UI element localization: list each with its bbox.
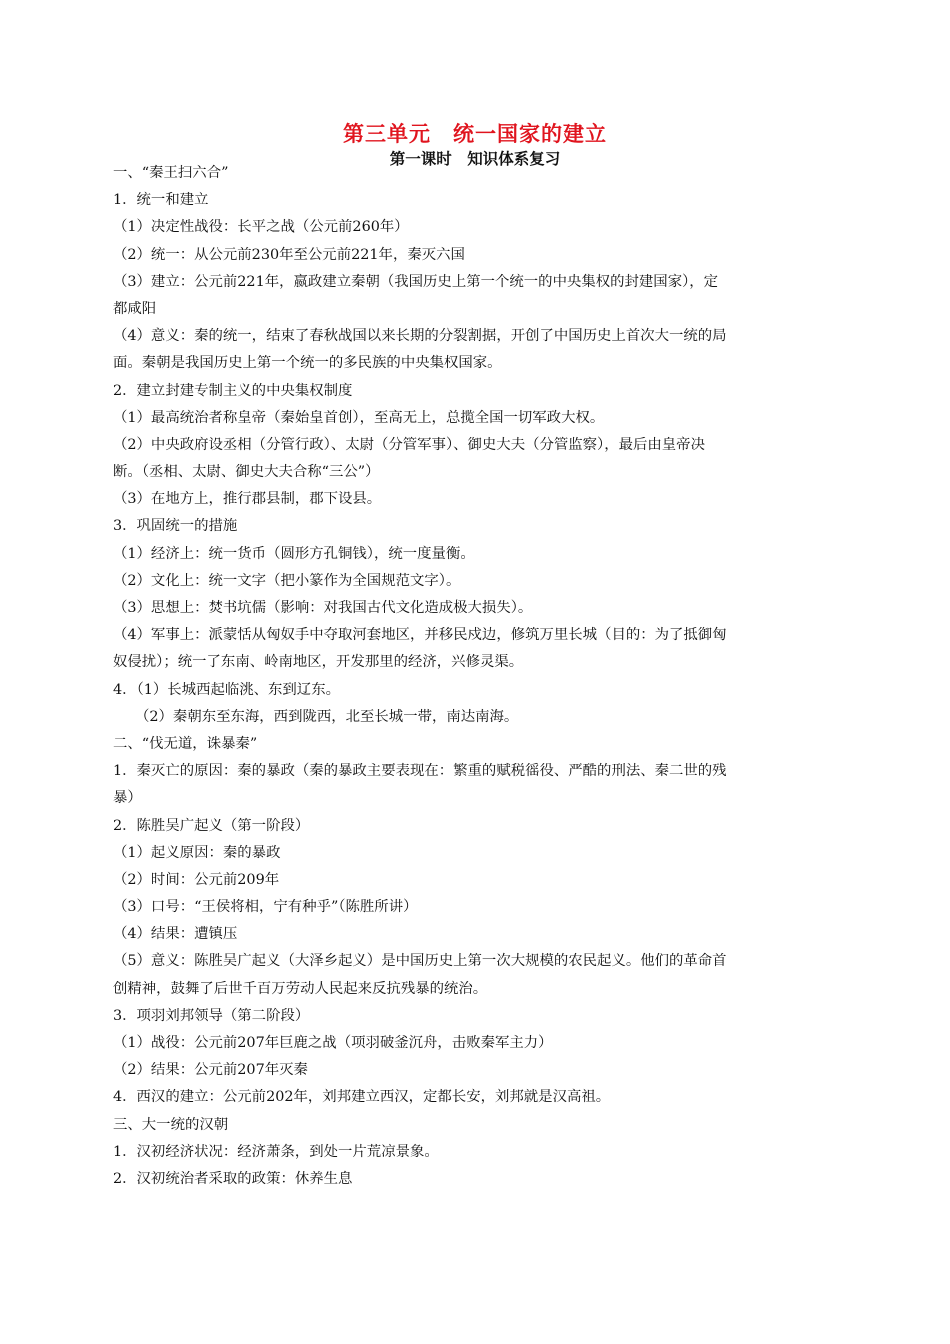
text-line: （4）结果：遭镇压 [113,926,238,943]
section-heading-3: 三、大一统的汉朝 [113,1116,229,1133]
text-line: 4．西汉的建立：公元前202年，刘邦建立西汉，定都长安，刘邦就是汉高祖。 [113,1089,611,1106]
text-line: （2）中央政府设丞相（分管行政）、太尉（分管军事）、御史大夫（分管监察），最后由皇帝决 [113,436,705,453]
text-line: （1）最高统治者称皇帝（秦始皇首创），至高无上，总揽全国一切军政大权。 [113,409,605,426]
text-line: （3）在地方上，推行郡县制，郡下设县。 [113,491,382,508]
text-line: （2）结果：公元前207年灭秦 [113,1062,308,1079]
text-line: （4）军事上：派蒙恬从匈奴手中夺取河套地区，并移民戍边，修筑万里长城（目的：为了抵御匈 [113,627,727,644]
text-line: （1）决定性战役：长平之战（公元前260年） [113,219,409,236]
text-line: （3）建立：公元前221年，嬴政建立秦朝（我国历史上第一个统一的中央集权的封建国家），定 [113,273,719,290]
section-heading-2: 二、“伐无道，诛暴秦” [113,735,258,752]
text-line: （3）思想上：焚书坑儒（影响：对我国古代文化造成极大损失）。 [113,600,533,616]
text-line: （2）文化上：统一文字（把小篆作为全国规范文字）。 [113,572,461,589]
text-line: 4．（1）长城西起临洮、东到辽东。 [113,681,340,698]
text-line: 2．陈胜吴广起义（第一阶段） [113,817,310,834]
text-line: （3）口号：“王侯将相，宁有种乎”（陈胜所讲） [113,899,418,916]
text-line: 都咸阳 [113,300,157,317]
text-line: 创精神，鼓舞了后世千百万劳动人民起来反抗残暴的统治。 [113,980,488,997]
document-body [113,160,843,1193]
text-line: 暴） [113,790,142,807]
text-line: 3．巩固统一的措施 [113,518,238,535]
text-line: 1．汉初经济状况：经济萧条，到处一片荒凉景象。 [113,1143,439,1160]
text-line: （5）意义：陈胜吴广起义（大泽乡起义）是中国历史上第一次大规模的农民起义。他们的革命首 [113,953,727,970]
text-line: 2．建立封建专制主义的中央集权制度 [113,382,353,399]
section-heading-1: 一、“秦王扫六合” [113,165,229,181]
text-line: （2）统一：从公元前230年至公元前221年，秦灭六国 [113,246,465,263]
text-line: 面。秦朝是我国历史上第一个统一的多民族的中央集权国家。 [113,355,502,372]
text-line: 1．统一和建立 [113,192,209,209]
text-line: （2）秦朝东至东海，西到陇西，北至长城一带，南达南海。 [135,708,519,725]
text-line: （4）意义：秦的统一，结束了春秋战国以来长期的分裂割据，开创了中国历史上首次大一统的局 [113,328,727,345]
text-line: （2）时间：公元前209年 [113,871,280,888]
text-line: （1）起义原因：秦的暴政 [113,844,281,861]
text-line: 2．汉初统治者采取的政策：休养生息 [113,1170,353,1187]
document-subtitle: 第一课时 知识体系复习 [389,149,561,168]
document-title: 第三单元 统一国家的建立 [343,121,607,146]
text-line: （1）战役：公元前207年巨鹿之战（项羽破釜沉舟，击败秦军主力） [113,1035,553,1051]
text-line: 3．项羽刘邦领导（第二阶段） [113,1007,310,1024]
text-line: 1．秦灭亡的原因：秦的暴政（秦的暴政主要表现在：繁重的赋税徭役、严酷的刑法、秦二世的残 [113,763,727,780]
text-line: 奴侵扰）；统一了东南、岭南地区，开发那里的经济，兴修灵渠。 [113,654,524,671]
text-line: 断。（丞相、太尉、御史大夫合称“三公”） [113,464,380,481]
text-line: （1）经济上：统一货币（圆形方孔铜钱），统一度量衡。 [113,545,475,562]
